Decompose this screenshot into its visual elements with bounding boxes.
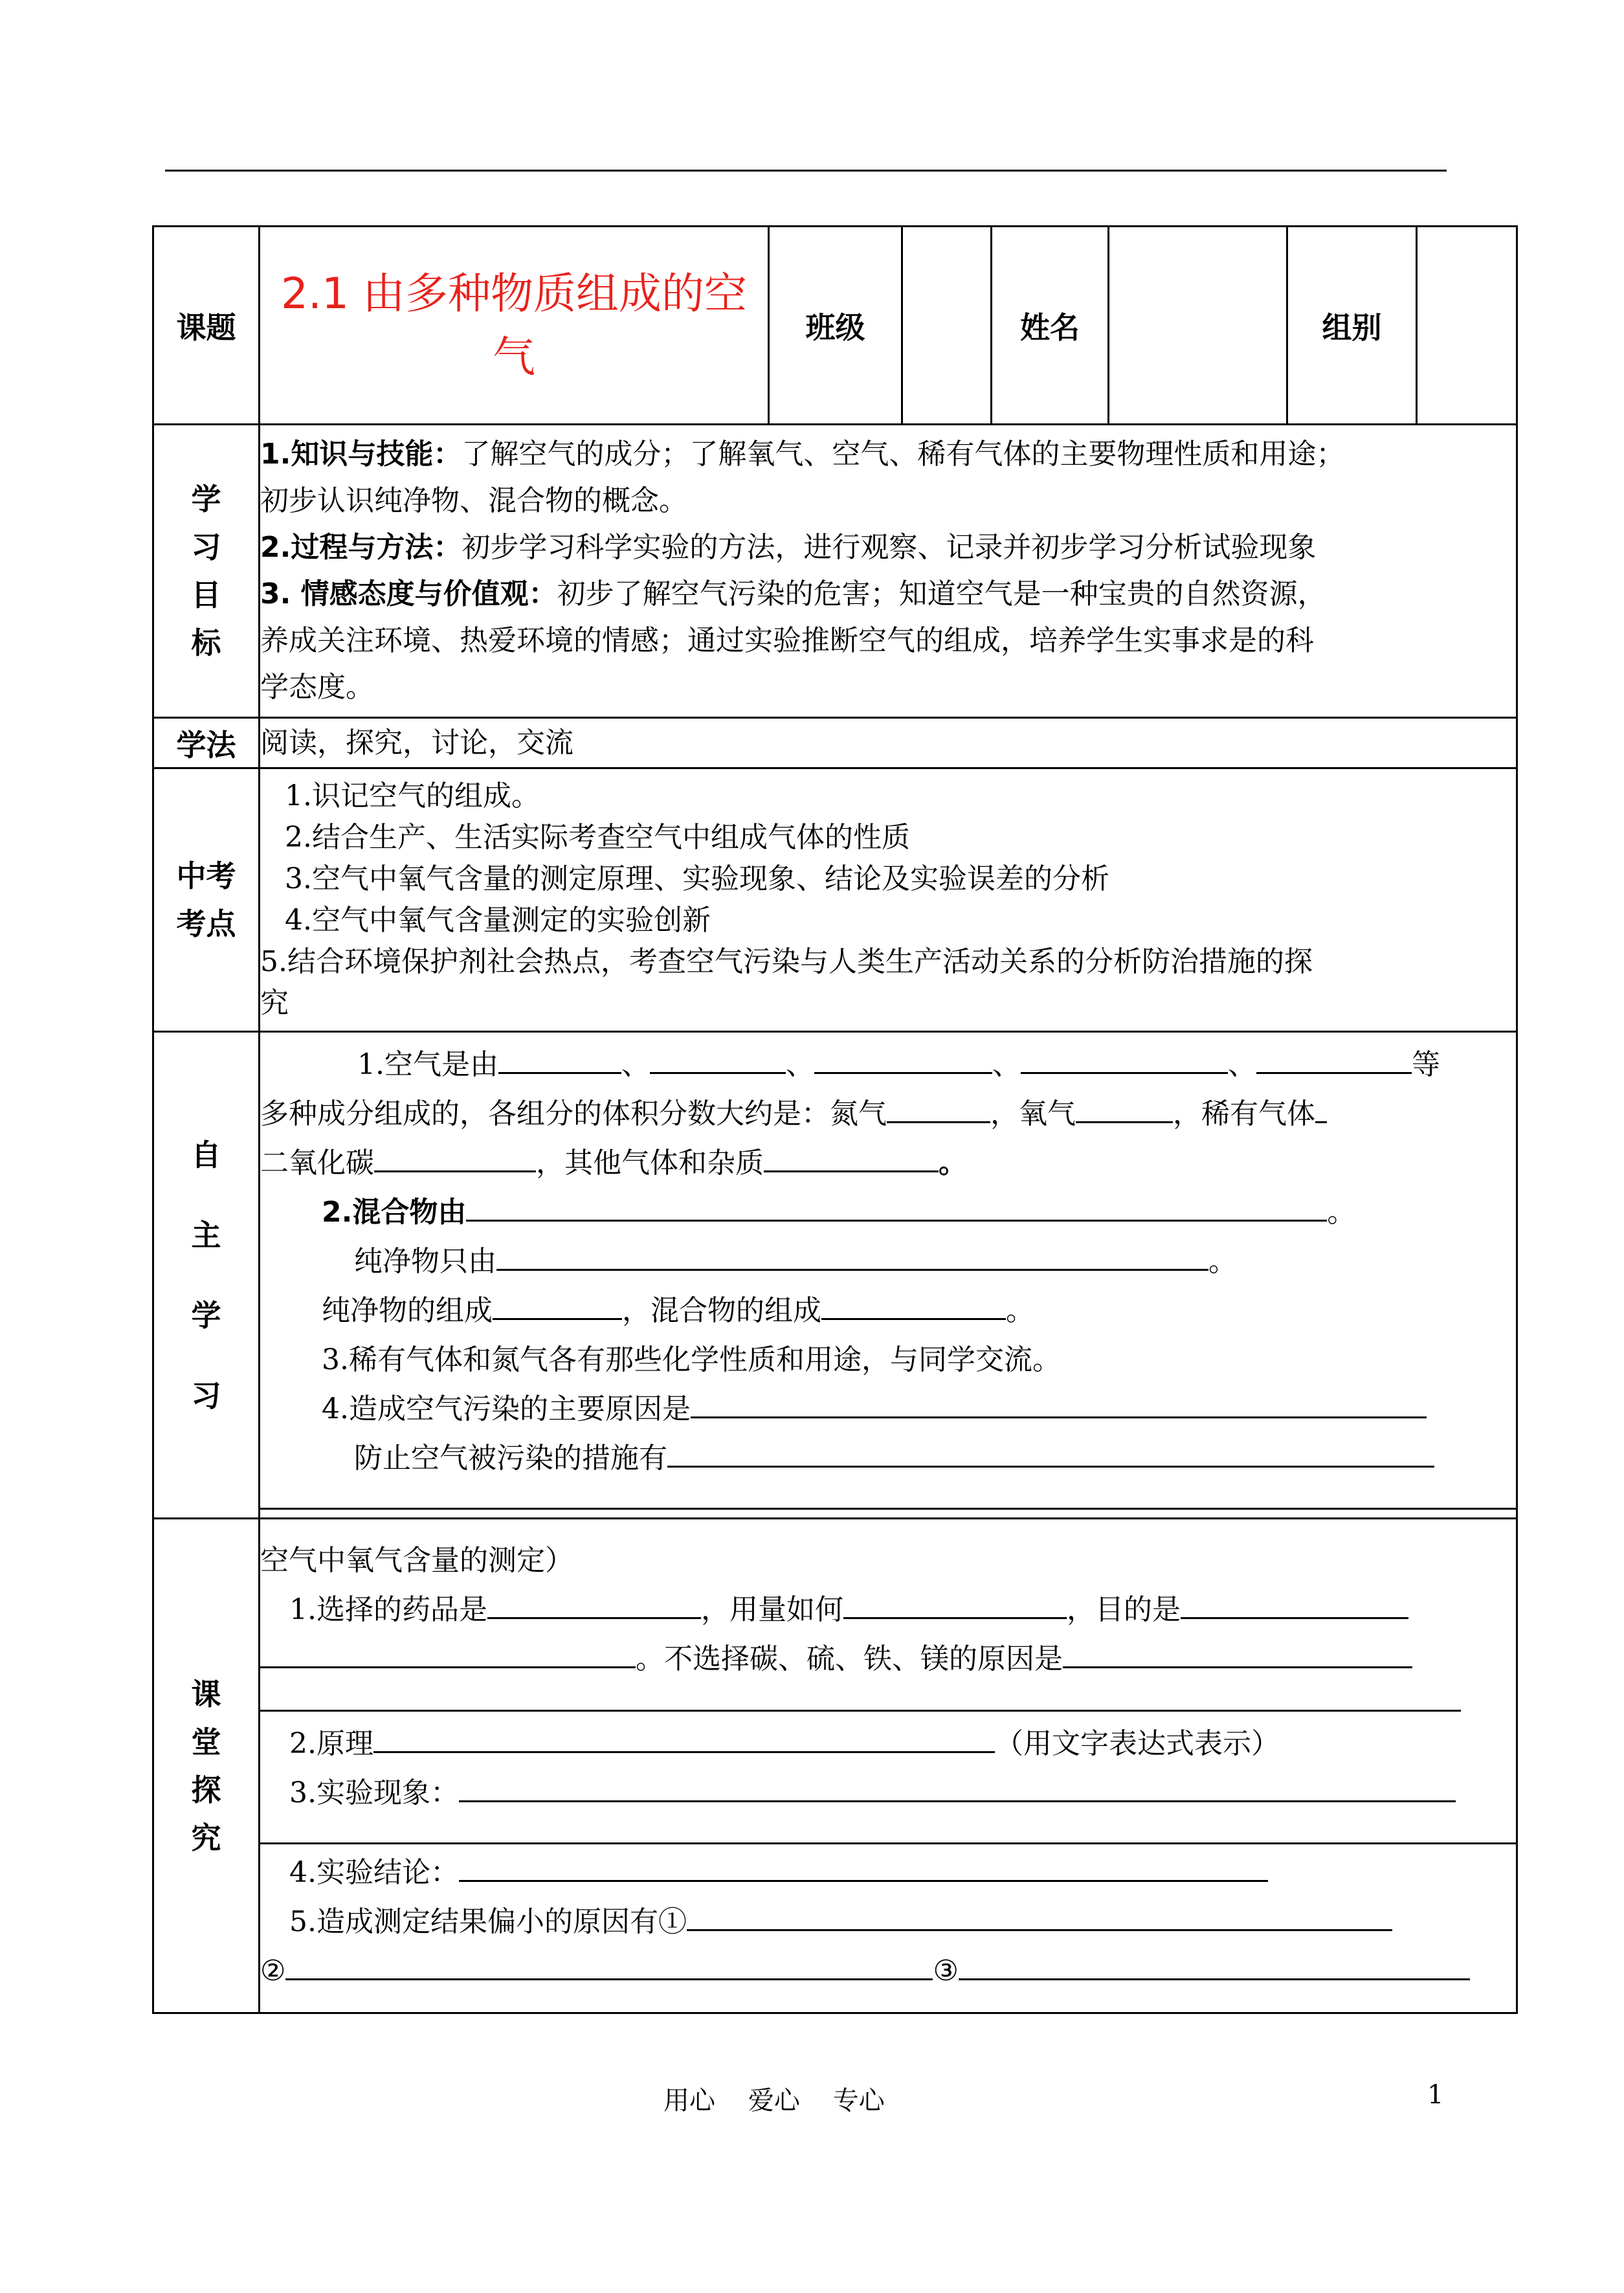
method-label: 学法 — [153, 718, 260, 768]
explore-content: 空气中氧气含量的测定） 1.选择的药品是 ，用量如何 ，目的是 。不选择碳、硫、铁、镁的原因是 2.原理 （用文字表达式表示） 3.实验现象： 4.实验结论： 5.造成测定结果偏小的原因有① ② ③ — [260, 1519, 1517, 2013]
objectives-content: 1.知识与技能：了解空气的成分；了解氧气、空气、稀有气体的主要物理性质和用途； 初步认识纯净物、混合物的概念。 2.过程与方法：初步学习科学实验的方法，进行观察、记录并初步学习分析试验现象 3. 情感态度与价值观：初步了解空气污染的危害；知道空气是一种宝贵的自然资源， 养成关注环境、热爱环境的情感；通过实验推断空气的组成，培养学生实事求是的科 学态度。 — [260, 425, 1517, 718]
objectives-label: 学习目标 — [153, 425, 260, 718]
group-label: 组别 — [1287, 227, 1417, 425]
lesson-title: 2.1 由多种物质组成的空气 — [260, 227, 769, 425]
class-label: 班级 — [769, 227, 902, 425]
name-field[interactable] — [1109, 227, 1287, 425]
group-field[interactable] — [1417, 227, 1517, 425]
page-number: 1 — [1427, 2080, 1444, 2110]
lesson-table — [152, 225, 1518, 2014]
exam-points: 1.识记空气的组成。 2.结合生产、生活实际考查空气中组成气体的性质 3.空气中氧气含量的测定原理、实验现象、结论及实验误差的分析 4.空气中氧气含量测定的实验创新 5.结合环境保护剂社会热点，考查空气污染与人类生产活动关系的分析防治措施的探 究 — [260, 768, 1517, 1032]
footer-motto: 用心 爱心 专心 — [663, 2086, 885, 2116]
name-label: 姓名 — [992, 227, 1109, 425]
class-field[interactable] — [902, 227, 992, 425]
topic-label: 课题 — [153, 227, 260, 425]
header-rule — [165, 170, 1447, 172]
self-study-label: 自主学习 — [153, 1032, 260, 1519]
exam-label: 中考考点 — [153, 768, 260, 1032]
explore-blank-line-1[interactable] — [260, 1684, 1461, 1712]
method-content: 阅读，探究，讨论，交流 — [260, 718, 1517, 768]
explore-label: 课堂探究 — [153, 1519, 260, 2013]
self-study-content: 1.空气是由 、 、 、 、 等 多种成分组成的，各组分的体积分数大约是：氮气 ，氧气 ，稀有气体 二氧化碳 ，其他气体和杂质 。 2.混合物由 。 纯净物只由 。 纯净物的组成 ，混合物的组成 。 3.稀有气体和氮气各有那些化学性质和用途，与同学交流。 4.造成空气污染的主要原因是 防止空气被污染的措施有 — [260, 1032, 1517, 1519]
explore-blank-line-2[interactable] — [260, 1818, 1516, 1844]
self-study-blank-line[interactable] — [260, 1483, 1516, 1510]
